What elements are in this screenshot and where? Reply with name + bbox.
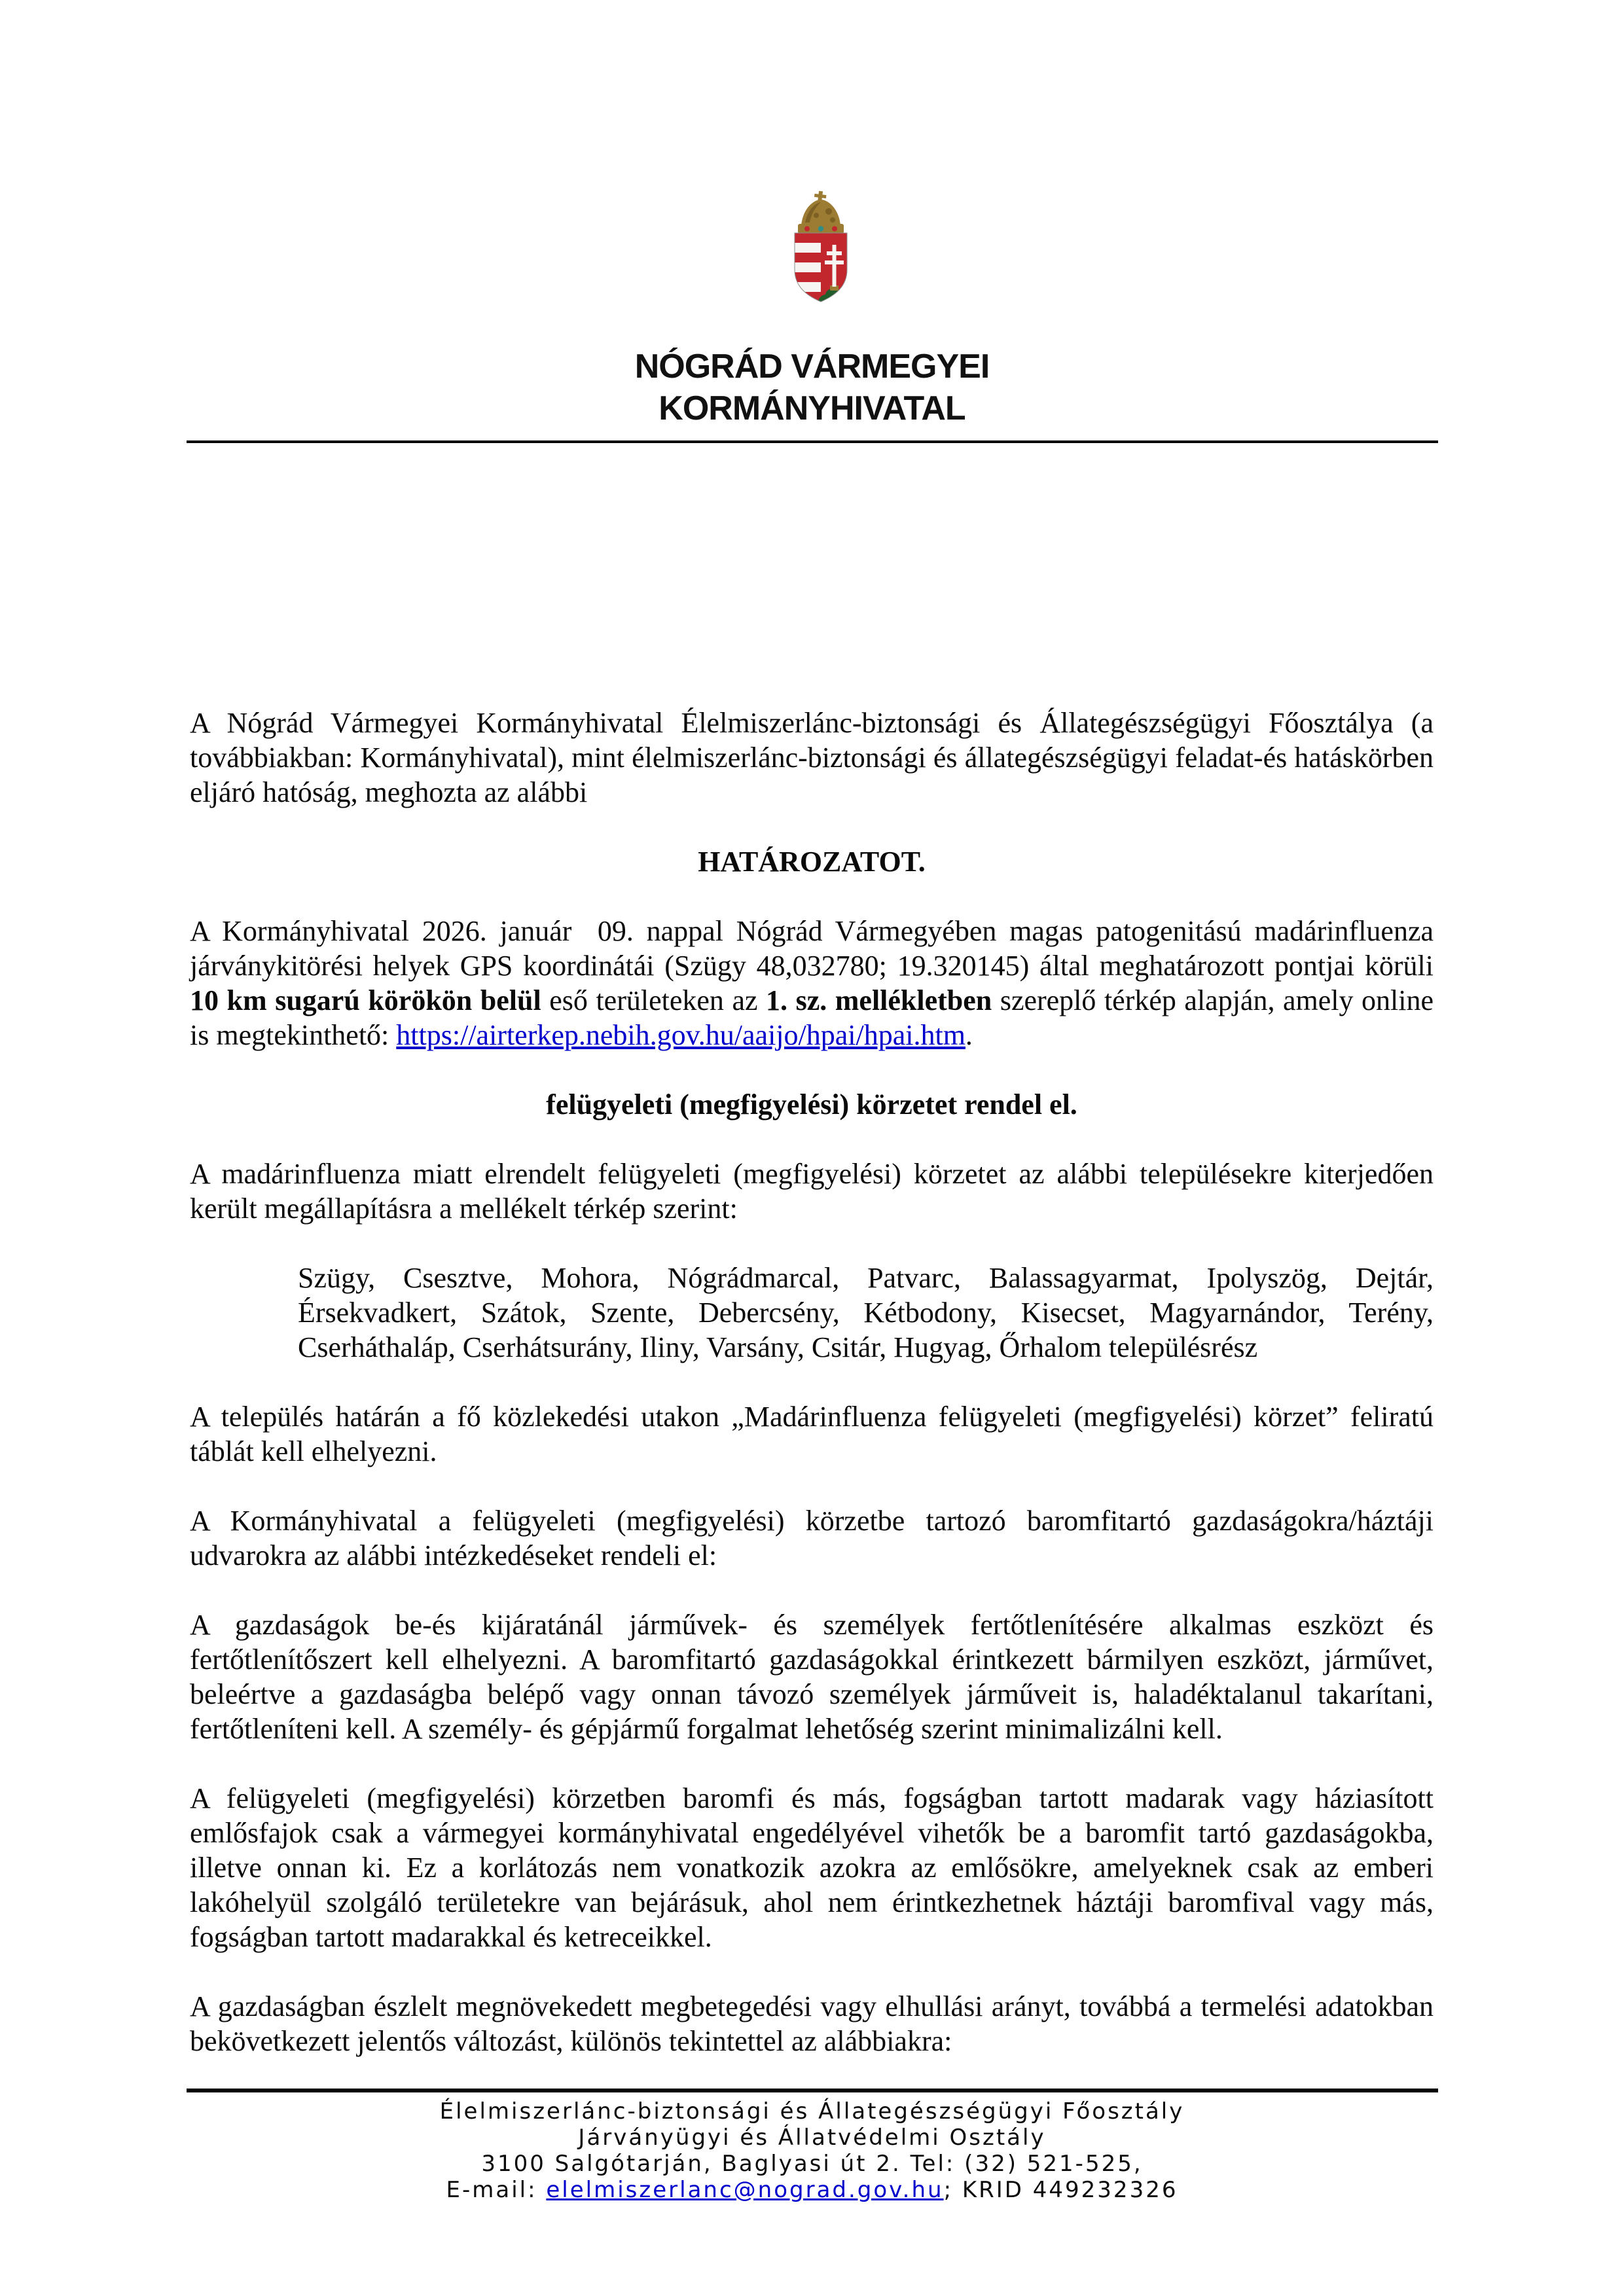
- order-heading: felügyeleti (megfigyelési) körzetet rendel el.: [546, 1088, 1077, 1121]
- org-name-line1: NÓGRÁD VÁRMEGYEI: [634, 348, 990, 386]
- footer-krid: ; KRID 449232326: [943, 2177, 1178, 2203]
- email-link[interactable]: elelmiszerlanc@nograd.gov.hu: [546, 2177, 944, 2203]
- paragraph-intro: A Nógrád Vármegyei Kormányhivatal Élelmiszerlánc-biztonsági és Állategészségügyi Főosztálya (a továbbiakban: Kormányhivatal), mint élelmiszerlánc-biztonsági és állategészségügyi feladat-és hatáskörben eljáró hatóság, meghozta az alábbi: [190, 707, 1434, 808]
- settlement-list: Szügy, Csesztve, Mohora, Nógrádmarcal, Patvarc, Balassagyarmat, Ipolyszög, Dejtár, Érsekvadkert, Szátok, Szente, Debercsény, Kétbodony, Kisecset, Magyarnándor, Terény, Cserháthaláp, Cserhátsurány, Iliny, Varsány, Csitár, Hugyag, Őrhalom településrész: [298, 1262, 1434, 1363]
- paragraph-measures-intro: A Kormányhivatal a felügyeleti (megfigyelési) körzetbe tartozó baromfitartó gazdaságokra/háztáji udvarokra az alábbi intézkedéseket rendeli el:: [190, 1505, 1434, 1571]
- footer-address-phone: 3100 Salgótarján, Baglyasi út 2. Tel: (32) 521-525,: [481, 2151, 1143, 2177]
- footer-email-label: E-mail:: [446, 2177, 547, 2203]
- decision-heading: HATÁROZATOT.: [698, 846, 926, 878]
- footer-divider: [187, 2089, 1438, 2092]
- footer-department: Élelmiszerlánc-biztonsági és Állategészségügyi Főosztály: [439, 2098, 1185, 2125]
- footer-contact-line: [0, 2177, 1624, 2203]
- paragraph-reporting: A gazdaságban észlelt megnövekedett megbetegedési vagy elhullási arányt, továbbá a termelési adatokban bekövetkezett jelentős változást, különös tekintettel az alábbiakra:: [190, 1990, 1434, 2057]
- map-link[interactable]: https://airterkep.nebih.gov.hu/aaijo/hpai/hpai.htm: [396, 1019, 965, 1051]
- document-body: [190, 706, 1434, 2093]
- annex-bold-text: 1. sz. mellékletben: [766, 984, 992, 1016]
- decision-text-part3: szereplő térkép alapján, amely online is megtekinthető:: [190, 984, 1434, 1051]
- decision-text-part2: eső területeken az: [541, 984, 767, 1016]
- header-divider: [187, 440, 1438, 443]
- paragraph-district: A madárinfluenza miatt elrendelt felügyeleti (megfigyelési) körzetet az alábbi településekre kiterjedően került megállapításra a mellékelt térkép szerint:: [190, 1158, 1434, 1225]
- decision-text-part1: A Kormányhivatal 2026. január 09. nappal Nógrád Vármegyében magas patogenitású madárinfluenza járványkitörési helyek GPS koordinátái (Szügy 48,032780; 19.320145) által meghatározott pontjai körüli: [190, 915, 1434, 982]
- hungarian-coat-of-arms-icon: [789, 190, 852, 311]
- footer-division: Járványügyi és Állatvédelmi Osztály: [578, 2125, 1046, 2151]
- paragraph-movement-restriction: A felügyeleti (megfigyelési) körzetben baromfi és más, fogságban tartott madarak vagy háziasított emlősfajok csak a vármegyei kormányhivatal engedélyével vihetők be a baromfit tartó gazdaságokba, illetve onnan ki. Ez a korlátozás nem vonatkozik azokra az emlősökre, amelyeknek csak az emberi lakóhelyül szolgáló területekre van bejárásuk, ahol nem érintkezhetnek háztáji baromfival vagy más, fogságban tartott madarakkal és ketreceikkel.: [190, 1782, 1434, 1953]
- decision-text-part4: .: [965, 1019, 973, 1051]
- paragraph-decision-date: [190, 914, 1434, 1052]
- footer: [0, 2098, 1624, 2203]
- paragraph-signage: A település határán a fő közlekedési utakon „Madárinfluenza felügyeleti (megfigyelési) körzet” feliratú táblát kell elhelyezni.: [190, 1401, 1434, 1467]
- radius-bold-text: 10 km sugarú körökön belül: [190, 984, 541, 1016]
- paragraph-disinfection: A gazdaságok be-és kijáratánál járművek- és személyek fertőtlenítésére alkalmas eszközt és fertőtlenítőszert kell elhelyezni. A baromfitartó gazdaságokkal érintkezett bármilyen eszközt, járművet, beleértve a gazdaságba belépő vagy onnan távozó személyek járműveit is, haladéktalanul takarítani, fertőtleníteni kell. A személy- és gépjármű forgalmat lehetőség szerint minimalizálni kell.: [190, 1609, 1434, 1745]
- org-name-line2: KORMÁNYHIVATAL: [659, 389, 965, 427]
- org-title: [0, 346, 1624, 429]
